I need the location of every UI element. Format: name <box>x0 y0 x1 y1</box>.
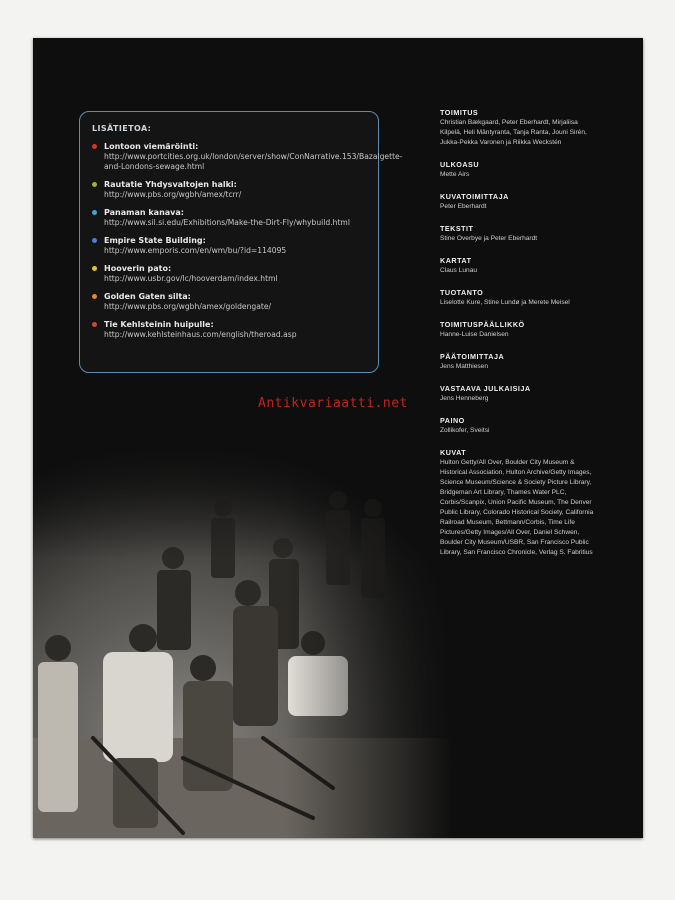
credit-role: VASTAAVA JULKAISIJA <box>440 384 531 393</box>
credit-maps <box>440 256 600 276</box>
workers-photo <box>33 438 453 838</box>
info-item-kehlstein <box>92 320 368 340</box>
info-item-empire-state <box>92 236 368 256</box>
credit-role: TUOTANTO <box>440 288 484 297</box>
credit-layout <box>440 160 600 180</box>
info-item-name: Panaman kanava: <box>104 208 184 217</box>
credit-names: Jens Matthiesen <box>440 363 489 370</box>
info-item-url: http://www.emporis.com/en/wm/bu/?id=114095 <box>104 246 287 255</box>
credit-publisher <box>440 384 600 404</box>
more-info-box <box>79 111 403 373</box>
bullet-dot <box>92 322 97 327</box>
info-item-name: Hooverin pato: <box>104 264 172 273</box>
credit-role: TEKSTIT <box>440 224 474 233</box>
credit-role: ULKOASU <box>440 160 480 169</box>
credit-managing-editor <box>440 320 600 340</box>
info-item-url: http://www.pbs.org/wgbh/amex/tcrr/ <box>104 190 242 199</box>
info-item-url: http://www.usbr.gov/lc/hooverdam/index.html <box>104 274 278 283</box>
credit-names: Hanne-Luise Danielsen <box>440 331 509 338</box>
info-item-name: Rautatie Yhdysvaltojen halki: <box>104 180 237 189</box>
info-item-url: http://www.portcities.org.uk/london/server/show/ConNarrative.153/Bazalgette-and-Londons-sewage.html <box>104 152 403 171</box>
credit-editor-in-chief <box>440 352 600 372</box>
credit-role: PAINO <box>440 416 465 425</box>
credit-names: Peter Eberhardt <box>440 203 487 210</box>
credit-editorial <box>440 108 600 148</box>
watermark-text: Antikvariaatti.net <box>258 396 408 411</box>
bullet-dot <box>92 294 97 299</box>
bullet-dot <box>92 266 97 271</box>
info-item-name: Lontoon viemäröinti: <box>104 142 199 151</box>
credit-names: Stine Overbye ja Peter Eberhardt <box>440 235 538 242</box>
staff-credits <box>440 108 600 570</box>
credit-names: Zollikofer, Sveitsi <box>440 427 490 434</box>
info-item-url: http://www.kehlsteinhaus.com/english/theroad.asp <box>104 330 297 339</box>
credit-production <box>440 288 600 308</box>
bullet-dot <box>92 182 97 187</box>
info-item-railroad <box>92 180 368 200</box>
info-item-panama <box>92 208 368 228</box>
credit-printing <box>440 416 600 436</box>
credit-role: PÄÄTOIMITTAJA <box>440 352 505 361</box>
info-item-name: Empire State Building: <box>104 236 206 245</box>
info-item-name: Golden Gaten silta: <box>104 292 191 301</box>
info-item-golden-gate <box>92 292 368 312</box>
credit-names: Liselotte Kure, Stine Lundø ja Merete Meisel <box>440 299 570 306</box>
credit-pictures <box>440 448 600 558</box>
more-info-title: LISÄTIETOA: <box>92 124 152 133</box>
credit-names: Claus Lunau <box>440 267 478 274</box>
credit-role: TOIMITUSPÄÄLLIKKÖ <box>440 320 525 329</box>
credit-names: Hulton Getty/All Over, Boulder City Museum & Historical Association, Hulton Archive/Getty Images, Science Museum/Science & Society Picture Library, Bridgeman Art Library, Thames Water PLC, Corbis/Scanpix, Union Pacific Museum, The Denver Public Library, Colorado Historical Society, California Railroad Museum, Bettmann/Corbis, Time Life Pictures/Getty Images/All Over, Daniel Schwen, Boulder City Museum/USBR, San Francisco Public Library, San Francisco Chronicle, Verlag S. Fabritius <box>440 459 594 556</box>
credit-texts <box>440 224 600 244</box>
credit-photo-editor <box>440 192 600 212</box>
bullet-dot <box>92 144 97 149</box>
bullet-dot <box>92 238 97 243</box>
credit-role: KUVATOIMITTAJA <box>440 192 509 201</box>
info-item-hoover <box>92 264 368 284</box>
credit-names: Christian Bækgaard, Peter Eberhardt, Mirjaliisa Kilpelä, Heli Mäntyranta, Tanja Ranta, Jouni Sirén, Jukka-Pekka Varonen ja Riikka Weckstén <box>440 119 587 146</box>
info-item-name: Tie Kehlsteinin huipulle: <box>104 320 214 329</box>
info-item-url: http://www.pbs.org/wgbh/amex/goldengate/ <box>104 302 272 311</box>
credit-role: KARTAT <box>440 256 472 265</box>
info-item-url: http://www.sil.si.edu/Exhibitions/Make-the-Dirt-Fly/whybuild.html <box>104 218 350 227</box>
info-item-sewers <box>92 142 403 172</box>
credit-role: TOIMITUS <box>440 108 479 117</box>
credit-names: Jens Henneberg <box>440 395 489 402</box>
credit-role: KUVAT <box>440 448 467 457</box>
magazine-back-page <box>33 38 643 838</box>
bullet-dot <box>92 210 97 215</box>
credit-names: Mette Airs <box>440 171 470 178</box>
